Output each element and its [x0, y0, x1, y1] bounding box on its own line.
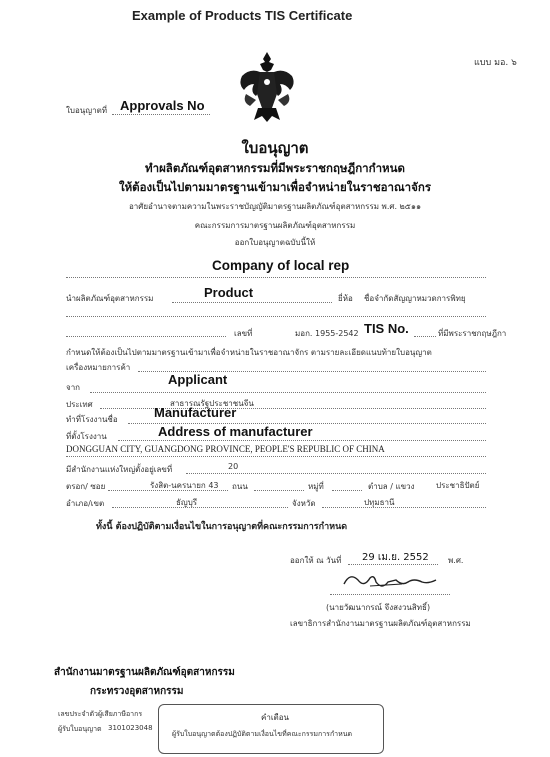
warning-text: ผู้รับใบอนุญาตต้องปฏิบัติตามเงื่อนไขที่คณะกรรมการกำหนด — [172, 730, 353, 738]
license-heading: ใบอนุญาต — [241, 139, 309, 157]
standard-number: มอก. 1955-2542 — [295, 329, 359, 338]
country-label: ประเทศ — [66, 400, 93, 409]
approvals-line — [112, 114, 210, 115]
office-number: 20 — [228, 462, 239, 471]
office-label: มีสำนักงานแห่งใหญ่ตั้งอยู่เลขที่ — [66, 465, 173, 474]
district-value: ธัญบุรี — [176, 498, 198, 507]
heading-line-2: ให้ต้องเป็นไปตามมาตรฐานเข้ามาเพื่อจำหน่ายในราชอาณาจักร — [118, 180, 432, 194]
taxid-label-1: เลขประจำตัวผู้เสียภาษีอากร — [58, 710, 143, 718]
page-title: Example of Products TIS Certificate — [132, 8, 353, 23]
manufacturer-value: Manufacturer — [154, 405, 237, 420]
heading-line-5: ออกใบอนุญาตฉบับนี้ให้ — [234, 238, 316, 247]
issued-date: 29 เม.ย. 2552 — [362, 552, 429, 563]
district-line — [112, 507, 288, 508]
product-line-2 — [66, 316, 486, 317]
signature-line — [330, 594, 450, 595]
issued-suffix: พ.ศ. — [448, 556, 464, 565]
standard-suffix: ที่มีพระราชกฤษฎีกา — [438, 329, 507, 338]
province-label: จังหวัด — [292, 499, 316, 508]
product-label: นำผลิตภัณฑ์อุตสาหกรรม — [66, 294, 154, 303]
heading-line-1: ทำผลิตภัณฑ์อุตสาหกรรมที่มีพระราชกฤษฎีกากำหนด — [145, 161, 405, 175]
country-value: สาธารณรัฐประชาชนจีน — [170, 399, 254, 408]
province-value: ปทุมธานี — [364, 498, 395, 507]
heading-line-4: คณะกรรมการมาตรฐานผลิตภัณฑ์อุตสาหกรรม — [194, 221, 356, 230]
garuda-emblem-icon — [236, 50, 298, 124]
subdistrict-label: ตำบล / แขวง — [368, 482, 415, 491]
signature-scribble-icon — [340, 570, 440, 594]
moo-line — [332, 490, 362, 491]
address-value: Address of manufacturer — [158, 424, 313, 439]
footer-ministry: กระทรวงอุตสาหกรรม — [90, 686, 184, 697]
address-printed: DONGGUAN CITY, GUANGDONG PROVINCE, PEOPLE'S REPUBLIC OF CHINA — [66, 444, 385, 454]
taxid-label-2: ผู้รับใบอนุญาต — [58, 725, 102, 733]
province-line — [322, 507, 486, 508]
approvals-label: ใบอนุญาตที่ — [66, 106, 108, 115]
form-number: แบบ มอ. ๖ — [474, 58, 517, 68]
subdistrict-value: ประชาธิปัตย์ — [436, 481, 480, 490]
taxid-value: 3101023048 — [108, 724, 153, 732]
approvals-number: Approvals No — [120, 98, 205, 113]
tis-number: TIS No. — [364, 321, 409, 336]
clause-line-1: กำหนดให้ต้องเป็นไปตามมาตรฐานเข้ามาเพื่อจำหน่ายในราชอาณาจักร ตามรายละเอียดแนบท้ายใบอนุญาต — [66, 348, 432, 357]
clause-line-2: เครื่องหมายการค้า — [66, 363, 131, 372]
product-value: Product — [204, 285, 254, 300]
standard-line-post — [414, 336, 436, 337]
company-name: Company of local rep — [212, 258, 350, 273]
manufacturer-label: ทำที่โรงงานชื่อ — [66, 415, 118, 424]
heading-line-3: อาศัยอำนาจตามความในพระราชบัญญัติมาตรฐานผลิตภัณฑ์อุตสาหกรรม พ.ศ. ๒๕๑๑ — [128, 202, 422, 211]
road-line — [254, 490, 304, 491]
issued-label: ออกให้ ณ วันที่ — [290, 556, 342, 565]
address-line — [118, 440, 486, 441]
office-line — [186, 473, 486, 474]
brand-value: ชื่อจำกัดสัญญาหมวดการพิทยุ — [364, 294, 466, 303]
standard-line-pre — [66, 336, 226, 337]
applicant-value: Applicant — [168, 372, 228, 387]
brand-label: ยี่ห้อ — [338, 294, 353, 303]
product-line — [172, 302, 332, 303]
district-label: อำเภอ/เขต — [66, 499, 105, 508]
condition-text: ทั้งนี้ ต้องปฏิบัติตามเงื่อนไขในการอนุญาตที่คณะกรรมการกำหนด — [96, 522, 348, 532]
signatory-title: เลขาธิการสำนักงานมาตรฐานผลิตภัณฑ์อุตสาหกรรม — [290, 619, 471, 628]
moo-label: หมู่ที่ — [308, 482, 324, 491]
address-line-2 — [66, 456, 486, 457]
company-line — [66, 277, 486, 278]
road-label: ถนน — [232, 482, 248, 491]
standard-label: เลขที่ — [234, 329, 253, 338]
lane-label: ตรอก/ ซอย — [66, 482, 106, 491]
footer-office: สำนักงานมาตรฐานผลิตภัณฑ์อุตสาหกรรม — [54, 667, 235, 678]
applicant-label: จาก — [66, 383, 81, 392]
applicant-line — [90, 392, 486, 393]
signatory-name: (นายวัฒนากรณ์ จึงสงวนสิทธิ์) — [326, 603, 431, 612]
warning-title: คำเตือน — [260, 713, 290, 722]
address-label: ที่ตั้งโรงงาน — [66, 432, 107, 441]
lane-value: รังสิต-นครนายก 43 — [150, 481, 219, 490]
